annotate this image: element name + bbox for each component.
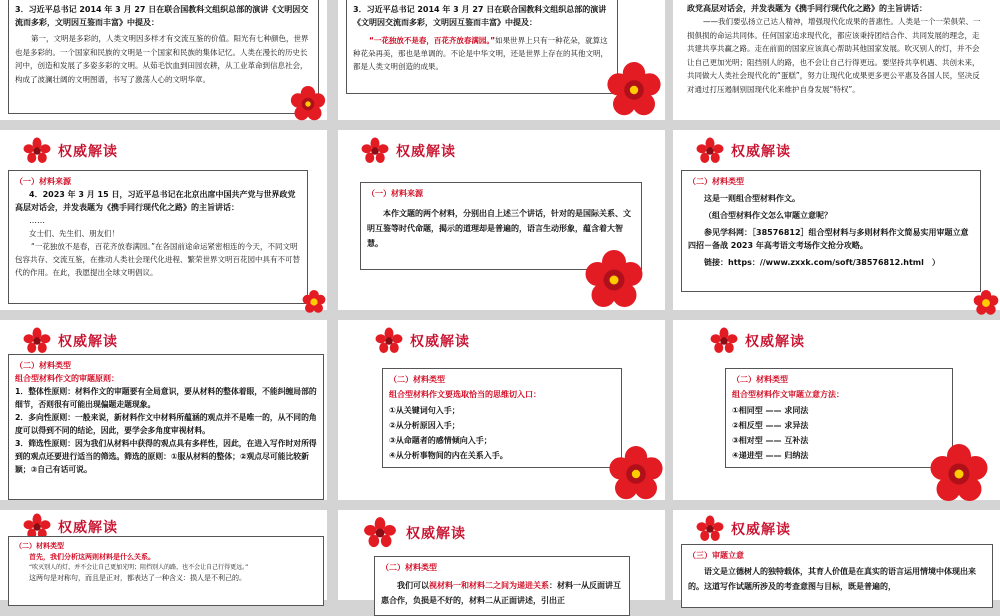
line-reference: 参见学科网：［38576812］组合型材料与多则材料作文简易实用审题立意四招－备战 2023 年高考语文考场作文抢分攻略。 [688, 228, 969, 250]
red-flower-icon [608, 446, 664, 502]
header-title: 权威解读 [58, 144, 118, 160]
analysis-title: 首先，我们分析这两则材料是什么关系。 [29, 553, 155, 561]
content-box [346, 0, 618, 94]
slide-authoritative-1 [0, 130, 327, 310]
section-label: （二）材料类型 [732, 375, 788, 384]
line-link[interactable]: 链接：https：//www.zxxk.com/soft/38576812.html ） [704, 258, 940, 267]
slide-header [22, 326, 118, 356]
entry-item: ③从命题者的感情倾向入手； [389, 436, 492, 445]
red-flower-icon [290, 86, 326, 122]
slide-header [709, 326, 805, 356]
red-flower-icon [360, 518, 400, 548]
slide-header [22, 136, 118, 166]
content-box [374, 556, 630, 616]
content-box [681, 170, 981, 292]
section-label: （一）材料来源 [15, 177, 71, 186]
slide-header [695, 136, 791, 166]
relation-text [381, 578, 623, 608]
method-item: ②相反型 —— 求异法 [732, 421, 809, 430]
quote-highlight: “一花独放不是春，百花齐放春满园。” [369, 36, 496, 45]
content-box [725, 368, 953, 468]
header-title: 权威解读 [731, 144, 791, 160]
box-body: 第一，文明是多彩的，人类文明因多样才有交流互鉴的价值。阳光有七种颜色，世界也是多彩的。一个国家和民族的文明是一个国家和民族的集体记忆。人类在漫长的历史长河中，创造和发展了多姿多彩的文明。从茹毛饮血到田园农耕，从工业革命到信息社会，构成了波澜壮阔的文明图谱，书写了激荡人心的文明华章。 [15, 34, 309, 84]
red-flower-icon [695, 138, 725, 164]
slide-authoritative-4 [0, 320, 327, 500]
box-body: ——我们要弘扬立己达人精神，增强现代化成果的普惠性。人类是一个一荣俱荣、一损俱损的命运共同体。任何国家追求现代化，都应该秉持团结合作、共同发展的理念，走共建共享共赢之路。走在前面的国家应该真心帮助其他国家发展。吹灭别人的灯，并不会让自己更加光明；阻挡别人的路，也不会让自己行得更远。要坚持共享机遇、共创未来，共同做大人类社会现代化的“蛋糕”，努力让现代化成果更多更公平惠及各国人民，坚决反对通过打压遏制别国现代化来维护自身发展“特权”。 [687, 17, 981, 94]
section-label: （二）材料类型 [389, 375, 445, 384]
box-body: “一花独放不是春，百花齐放春满园。”在各国前途命运紧密相连的今天，不同文明包容共存、交流互鉴，在推动人类社会现代化进程、繁荣世界文明百花园中具有不可替代的作用。在此，我愿提出全球文明倡议。 [15, 242, 300, 277]
slide-header [360, 136, 456, 166]
greeting: 女士们、先生们、朋友们！ [29, 229, 119, 238]
red-flower-icon [22, 138, 52, 164]
box-body: 语文是立德树人的独特载体，其育人价值是在真实的语言运用情境中体现出来的。这道写作试题所涉及的考查意图与目标，既是普遍的， [688, 567, 976, 591]
slide-material-4-right [673, 0, 1000, 120]
entry-item: ④从分析事物间的内在关系入手。 [389, 451, 508, 460]
red-flower-icon [584, 250, 644, 310]
slide-authoritative-9 [673, 510, 1000, 600]
box-lead: 3．习近平总书记 2014 年 3 月 27 日在联合国教科文组织总部的演讲《文明因交流而多彩，文明因互鉴而丰富》中提及： [353, 5, 607, 27]
red-flower-icon [695, 516, 725, 542]
relation-highlight: 视材料一和材料二之间为递进关系 [429, 581, 549, 590]
red-flower-icon [360, 138, 390, 164]
line-question: （组合型材料作文怎么审题立意呢？ [704, 211, 832, 220]
section-label: （二）材料类型 [15, 361, 71, 370]
section-label: （一）材料来源 [367, 189, 423, 198]
header-title: 权威解读 [731, 522, 791, 538]
slide-authoritative-8 [338, 510, 665, 605]
box-body [353, 34, 611, 73]
entry-title: 组合型材料作文要选取恰当的思维切入口： [389, 390, 541, 399]
method-item: ④递进型 —— 归纳法 [732, 451, 809, 460]
header-title: 权威解读 [396, 144, 456, 160]
slide-authoritative-5 [338, 320, 665, 500]
header-title: 权威解读 [410, 334, 470, 350]
box-lead: 4．2023 年 3 月 15 日，习近平总书记在北京出席中国共产党与世界政党高层对话会，并发表题为《携手同行现代化之路》的主旨讲话： [15, 190, 296, 212]
header-title: 权威解读 [58, 334, 118, 350]
content-box [681, 544, 993, 608]
section-label: （二）材料类型 [15, 542, 64, 550]
principle-1: 1．整体性原则：材料作文的审题要有全局意识，要从材料的整体着眼，不能纠缠局部的细节，否则很有可能出现偏题走题现象。 [15, 387, 317, 409]
slide-authoritative-6 [673, 320, 1000, 500]
content-box [382, 368, 622, 468]
slide-header [695, 514, 791, 544]
red-flower-icon [22, 328, 52, 354]
relation-post: ：材料一从反面讲互惠合作，负损是不好的，材料二从正面讲述，引出正 [381, 581, 621, 605]
line-type: 这是一则组合型材料作文。 [704, 194, 800, 203]
slide-header [374, 326, 470, 356]
content-box [8, 170, 308, 304]
section-label: （三）审题立意 [688, 551, 744, 560]
content-box [8, 0, 319, 114]
header-title: 权威解读 [406, 526, 466, 542]
relation-pre: 我们可以 [397, 581, 429, 590]
section-label: （二）材料类型 [688, 177, 744, 186]
header-title: 权威解读 [745, 334, 805, 350]
slide-header [360, 518, 466, 548]
quote-text: “吹灭别人的灯，并不会让自己更加光明；阻挡别人的路，也不会让自己行得更远。” [29, 564, 249, 571]
red-flower-icon [302, 290, 326, 314]
box-body: 本作文题的两个材料，分别出自上述三个讲话，针对的是国际关系、文明互鉴等时代命题，揭示的道理却是普遍的，语言生动形象，蕴含着大智慧。 [367, 209, 631, 248]
principle-3: 3．筛选性原则：因为我们从材料中获得的观点具有多样性，因此，在进入写作时对所得到的观点还要进行适当的筛选。筛选的原则：①服从材料的整体；②观点尽可能比较新颖；③自己有话可说。 [15, 439, 317, 474]
analysis-text: 这两句是对称句，而且是正对，都表达了一种含义：损人是不利己的。 [29, 574, 246, 582]
method-item: ①相同型 —— 求同法 [732, 406, 809, 415]
principle-2: 2．多向性原则：一般来说，新材料作文中材料所蕴涵的观点并不是唯一的，从不同的角度可以得到不同的结论，因此，要学会多角度审视材料。 [15, 413, 317, 435]
box-lead: 3．习近平总书记 2014 年 3 月 27 日在联合国教科文组织总部的演讲《文明因交流而多彩，文明因互鉴而丰富》中提及： [15, 5, 309, 27]
quote-rest: 如果世界上只有一种花朵，就算这种花朵再美，那也是单调的。不论是中华文明，还是世界上存在的其他文明，都是人类文明创造的成果。 [353, 36, 608, 71]
content-box [8, 536, 324, 606]
principles-title: 组合型材料作文的审题原则： [15, 374, 119, 383]
method-title: 组合型材料作文审题立意方法： [732, 390, 844, 399]
red-flower-icon [374, 328, 404, 354]
content-box [681, 0, 992, 114]
red-flower-icon [709, 328, 739, 354]
slide-material-3-middle [338, 0, 665, 120]
slide-authoritative-3 [673, 130, 1000, 310]
entry-item: ①从关键词句入手； [389, 406, 460, 415]
section-label: （二）材料类型 [381, 563, 437, 572]
entry-item: ②从分析原因入手； [389, 421, 460, 430]
red-flower-icon [929, 444, 989, 504]
slide-material-3-left [0, 0, 327, 120]
slide-authoritative-7 [0, 510, 327, 600]
content-box [8, 354, 324, 500]
red-flower-icon [606, 62, 662, 118]
slide-authoritative-2 [338, 130, 665, 310]
method-item: ③相对型 —— 互补法 [732, 436, 809, 445]
red-flower-icon [973, 290, 999, 316]
box-lead: 政党高层对话会，并发表题为《携手同行现代化之路》的主旨讲话： [687, 4, 927, 13]
header-title: 权威解读 [58, 520, 118, 536]
ellipsis: …… [29, 216, 45, 225]
